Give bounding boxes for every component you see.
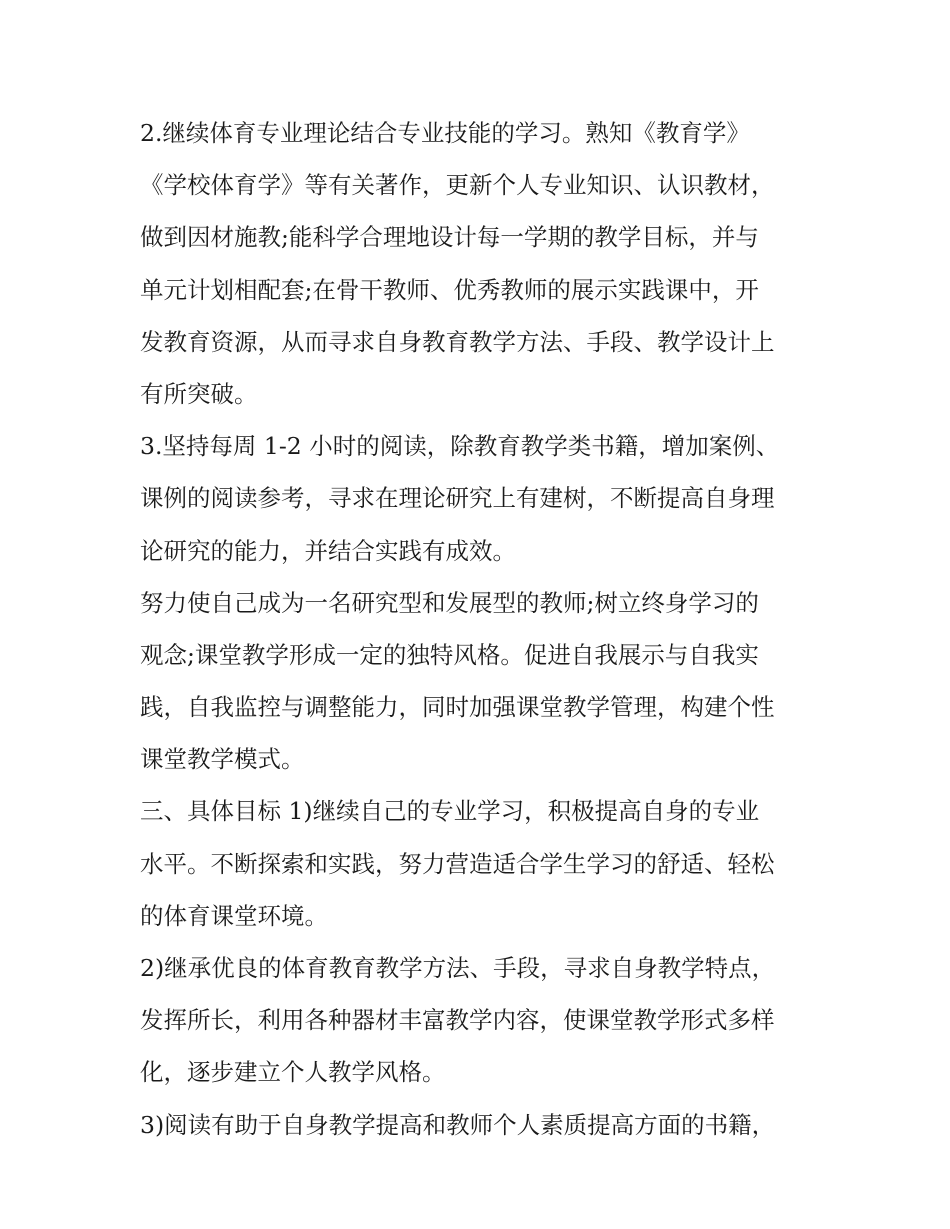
text-line: 发教育资源，从而寻求自身教育教学方法、手段、教学设计上 <box>140 327 775 356</box>
text-line: 3.坚持每周 1-2 小时的阅读，除教育教学类书籍，增加案例、 <box>140 432 780 461</box>
text-line: 践，自我监控与调整能力，同时加强课堂教学管理，构建个性 <box>140 693 775 722</box>
text-line: 三、具体目标 1)继续自己的专业学习，积极提高自身的专业 <box>140 797 760 826</box>
text-line: 课例的阅读参考，寻求在理论研究上有建树，不断提高自身理 <box>140 484 775 513</box>
text-line: 有所突破。 <box>140 379 258 408</box>
text-line: 观念;课堂教学形成一定的独特风格。促进自我展示与自我实 <box>140 640 759 669</box>
text-line: 做到因材施教;能科学合理地设计每一学期的教学目标，并与 <box>140 223 759 252</box>
text-line: 化，逐步建立个人教学风格。 <box>140 1058 446 1087</box>
text-line: 3)阅读有助于自身教学提高和教师个人素质提高方面的书籍， <box>140 1110 776 1139</box>
text-line: 发挥所长，利用各种器材丰富教学内容，使课堂教学形式多样 <box>140 1006 775 1035</box>
text-line: 2)继承优良的体育教育教学方法、手段，寻求自身教学特点， <box>140 954 776 982</box>
text-line: 《学校体育学》等有关著作，更新个人专业知识、认识教材， <box>140 171 775 200</box>
text-line: 论研究的能力，并结合实践有成效。 <box>140 536 516 565</box>
text-line: 努力使自己成为一名研究型和发展型的教师;树立终身学习的 <box>140 588 759 617</box>
text-line: 2.继续体育专业理论结合专业技能的学习。熟知《教育学》 <box>140 119 750 147</box>
text-line: 的体育课堂环境。 <box>140 901 328 930</box>
text-line: 水平。不断探索和实践，努力营造适合学生学习的舒适、轻松 <box>140 849 775 878</box>
text-line: 单元计划相配套;在骨干教师、优秀教师的展示实践课中，开 <box>140 275 759 304</box>
text-line: 课堂教学模式。 <box>140 745 305 774</box>
document-body <box>140 107 820 1151</box>
